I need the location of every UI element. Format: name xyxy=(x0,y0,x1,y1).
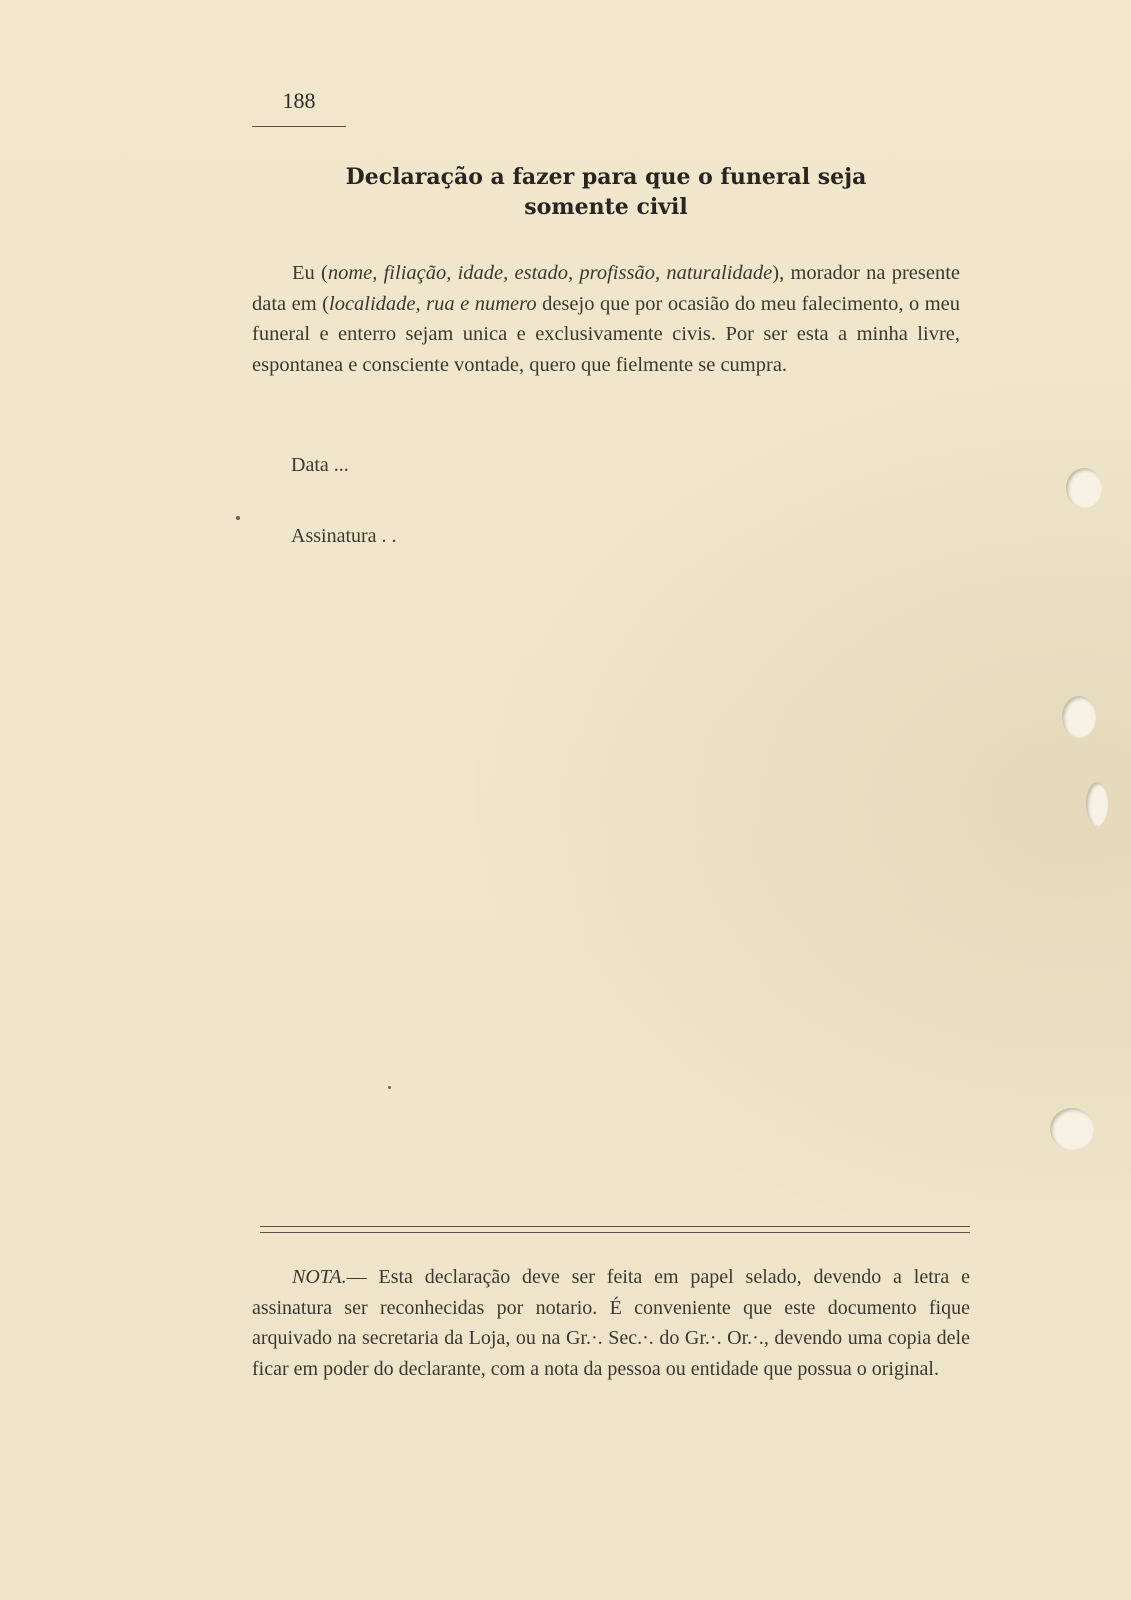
title-line-1: Declaração a fazer para que o funeral seja xyxy=(345,164,867,190)
binding-hole-4 xyxy=(1050,1108,1094,1150)
binding-hole-1 xyxy=(1066,468,1102,508)
note-paragraph xyxy=(252,1262,970,1384)
page-title xyxy=(252,162,960,222)
note-label: NOTA. xyxy=(292,1266,347,1288)
binding-hole-2 xyxy=(1062,696,1096,738)
note-text: — Esta declaração deve ser feita em papel selado, devendo a letra e assinatura ser reconhecidas por notario. É conveniente que este documento fique arquivado na secretaria da Loja, ou na Gr.·. Sec.·. do Gr.·. Or.·., devendo uma copia dele ficar em poder do declarante, com a nota da pessoa ou entidade que possua o original. xyxy=(252,1266,970,1380)
declaration-text-2: ), morador na presente data em ( xyxy=(252,262,961,315)
declaration-italic-1: nome, filiação, idade, estado, profissão, naturalidade xyxy=(327,262,773,284)
stray-mark xyxy=(388,1086,391,1089)
page-number: 188 xyxy=(282,88,316,113)
declaration-paragraph xyxy=(252,258,960,380)
page-number-rule xyxy=(252,126,346,127)
margin-dot xyxy=(236,516,240,520)
binding-hole-3 xyxy=(1086,782,1108,826)
note-separator xyxy=(260,1226,970,1233)
declaration-text-1: Eu ( xyxy=(292,262,328,284)
signature-field: Assinatura . . xyxy=(291,525,397,547)
date-field: Data ... xyxy=(291,454,349,476)
declaration-text-3: desejo que por ocasião do meu falecimento, o meu funeral e enterro sejam unica e exclusivamente civis. Por ser esta a minha livre, espontanea e consciente vontade, quero que fielmente se cumpra. xyxy=(252,292,960,376)
declaration-italic-2: localidade, rua e numero xyxy=(329,292,537,315)
title-line-2: somente civil xyxy=(524,194,688,220)
